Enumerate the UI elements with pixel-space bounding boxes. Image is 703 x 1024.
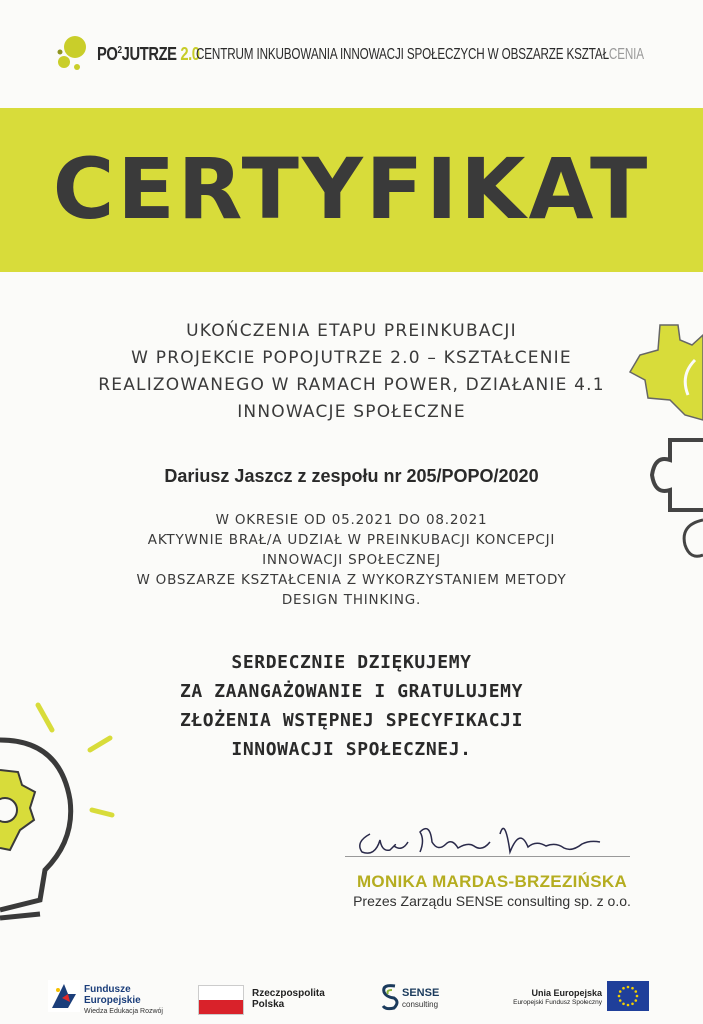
subtitle-line: REALIZOWANEGO W RAMACH POWER, DZIAŁANIE 4.1 <box>98 375 605 395</box>
details-line: INNOWACJI SPOŁECZNEJ <box>262 552 441 568</box>
details-line: DESIGN THINKING. <box>281 592 422 608</box>
sense-logo-icon <box>380 982 400 1012</box>
poland-flag-icon <box>198 985 244 1015</box>
header-tagline: CENTRUM INKUBOWANIA INNOWACJI SPOŁECZYCH W OBSZARZE KSZTAŁCENIA <box>196 46 644 63</box>
details-line: W OKRESIE OD 05.2021 DO 08.2021 <box>215 512 488 528</box>
sense-line: consulting <box>402 1000 439 1009</box>
signer-name: MONIKA MARDAS-BRZEZIŃSKA <box>356 872 628 891</box>
rp-line: Rzeczpospolita <box>252 988 325 999</box>
certificate-subtitle <box>0 318 703 426</box>
thanks-line: SERDECZNIE DZIĘKUJEMY <box>231 652 472 673</box>
details-line: AKTYWNIE BRAŁ/A UDZIAŁ W PREINKUBACJI KONCEPCJI <box>147 532 556 548</box>
details-line: W OBSZARZE KSZTAŁCENIA Z WYKORZYSTANIEM METODY <box>136 572 567 588</box>
signer-role: Prezes Zarządu SENSE consulting sp. z o.o. <box>353 893 631 909</box>
participation-details <box>0 510 703 610</box>
lightbulb-gear-icon <box>0 700 120 930</box>
subtitle-line: UKOŃCZENIA ETAPU PREINKUBACJI <box>186 321 517 341</box>
dots-logo-icon <box>55 34 93 74</box>
subtitle-line: INNOWACJE SPOŁECZNE <box>237 402 466 422</box>
fe-line: Wiedza Edukacja Rozwój <box>84 1008 163 1015</box>
ue-line: Unia Europejska <box>531 988 602 998</box>
participant-name: Dariusz Jaszcz z zespołu nr 205/POPO/2020 <box>164 466 539 486</box>
subtitle-line: W PROJEKCIE POPOJUTRZE 2.0 – KSZTAŁCENIE <box>131 348 572 368</box>
fe-line: Europejskie <box>84 995 141 1006</box>
thanks-line: ZŁOŻENIA WSTĘPNEJ SPECYFIKACJI <box>179 710 524 731</box>
handwritten-signature <box>350 812 630 862</box>
eu-flag-icon <box>607 981 649 1011</box>
certificate-title: CERTYFIKAT <box>52 140 651 238</box>
thanks-line: INNOWACJI SPOŁECZNEJ. <box>231 739 472 760</box>
signature-line <box>345 856 630 857</box>
thanks-line: ZA ZAANGAŻOWANIE I GRATULUJEMY <box>179 681 524 702</box>
european-funds-label <box>84 984 163 1017</box>
rp-line: Polska <box>252 999 285 1010</box>
sense-consulting-label <box>402 988 439 1010</box>
eu-label <box>492 988 602 1008</box>
fe-line: Fundusze <box>84 984 131 995</box>
european-funds-logo-icon <box>48 980 80 1012</box>
ue-line: Europejski Fundusz Społeczny <box>513 999 602 1006</box>
sense-line: SENSE <box>402 987 440 999</box>
poland-label <box>252 988 325 1010</box>
project-logo-text: $PO^2JUTRZE$ 2.0 <box>97 44 200 64</box>
